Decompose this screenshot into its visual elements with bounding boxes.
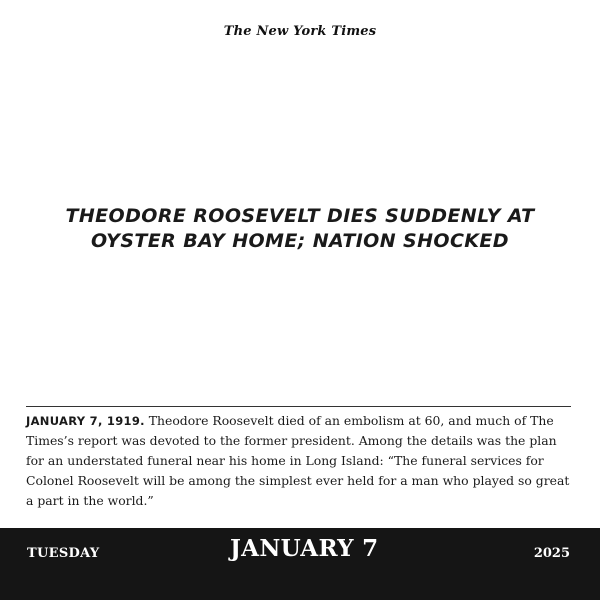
weekday-label: TUESDAY — [27, 546, 100, 561]
article-body: Theodore Roosevelt died of an embolism at 60, and much of The Times’s report was devoted to the former president. Among the details was the plan for an understated funeral near his home in Long Island: “The funeral services for Colonel Roosevelt will be among the simplest ever held for a man who played so great a part in the world.” — [26, 413, 570, 508]
date-footer-bar — [0, 528, 600, 600]
divider-rule — [26, 406, 571, 407]
headline-line-1: THEODORE ROOSEVELT DIES SUDDENLY AT — [65, 205, 535, 227]
date-label: JANUARY 7 — [230, 535, 379, 562]
article-dateline: JANUARY 7, 1919. — [26, 414, 145, 428]
year-label: 2025 — [533, 546, 570, 561]
article-text — [26, 411, 576, 511]
nyt-logo: The New York Times — [223, 24, 377, 39]
headline — [30, 204, 570, 254]
headline-line-2: OYSTER BAY HOME; NATION SHOCKED — [91, 230, 509, 252]
